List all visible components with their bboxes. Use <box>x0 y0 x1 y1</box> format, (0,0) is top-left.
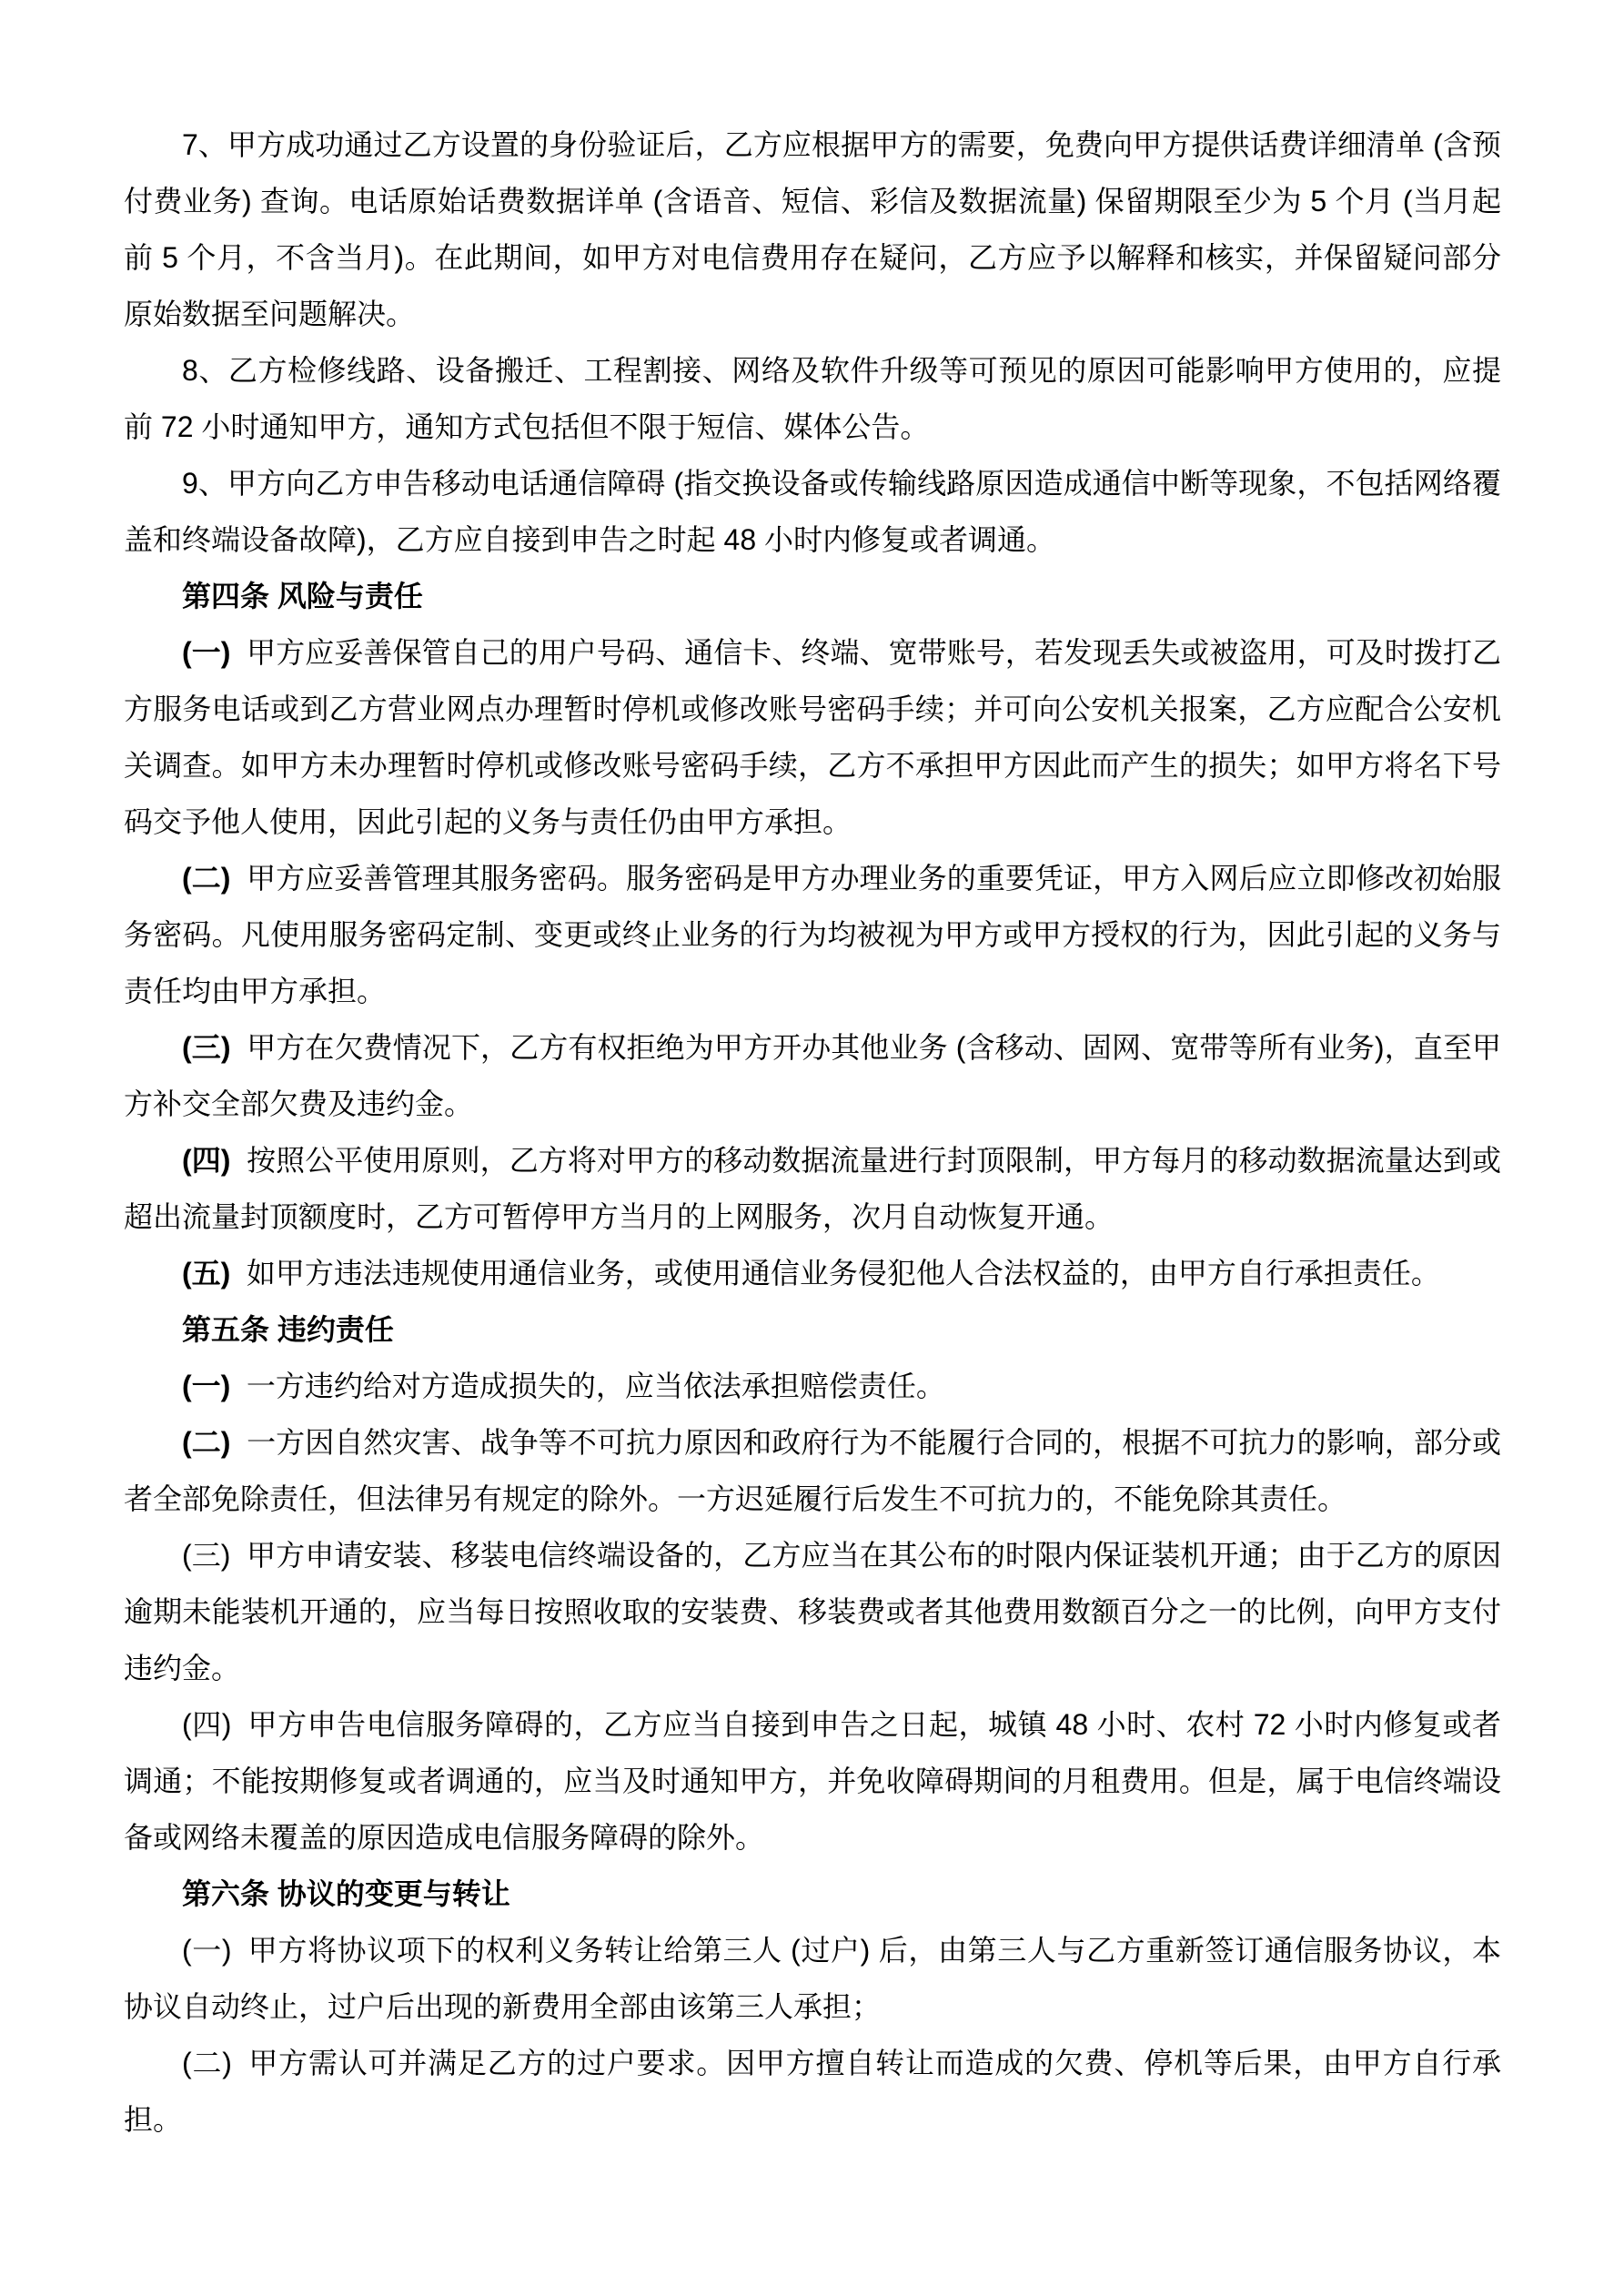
paragraph-text: 甲方将协议项下的权利义务转让给第三人 (过户) 后，由第三人与乙方重新签订通信服务协议，本协议自动终止，过户后出现的新费用全部由该第三人承担； <box>124 1934 1501 2023</box>
list-marker: (三) <box>182 1031 231 1064</box>
paragraph <box>124 1358 1501 1414</box>
paragraph <box>124 850 1501 1019</box>
paragraph <box>124 1245 1501 1301</box>
heading-text: 第六条 协议的变更与转让 <box>182 1877 510 1910</box>
list-marker: (一) <box>182 1934 232 1967</box>
paragraph-text: 一方因自然灾害、战争等不可抗力原因和政府行为不能履行合同的，根据不可抗力的影响，部分或者全部免除责任，但法律另有规定的除外。一方迟延履行后发生不可抗力的，不能免除其责任。 <box>124 1426 1501 1515</box>
paragraph-text: 一方违约给对方造成损失的，应当依法承担赔偿责任。 <box>246 1370 945 1402</box>
paragraph-text: 9、甲方向乙方申告移动电话通信障碍 (指交换设备或传输线路原因造成通信中断等现象，不包括网络覆盖和终端设备故障)，乙方应自接到申告之时起 48 小时内修复或者调通。 <box>124 467 1501 556</box>
paragraph <box>124 1019 1501 1132</box>
paragraph <box>124 2035 1501 2148</box>
paragraph <box>124 1696 1501 1866</box>
paragraph <box>124 116 1501 342</box>
list-marker: (四) <box>182 1708 232 1741</box>
heading-text: 第四条 风险与责任 <box>182 580 423 612</box>
list-marker: (一) <box>182 1370 231 1402</box>
paragraph-text: 如甲方违法违规使用通信业务，或使用通信业务侵犯他人合法权益的，由甲方自行承担责任。 <box>246 1257 1440 1290</box>
document-body <box>124 116 1501 2148</box>
paragraph-text: 甲方应妥善保管自己的用户号码、通信卡、终端、宽带账号，若发现丢失或被盗用，可及时拨打乙方服务电话或到乙方营业网点办理暂时停机或修改账号密码手续；并可向公安机关报案，乙方应配合公安机关调查。如甲方未办理暂时停机或修改账号密码手续，乙方不承担甲方因此而产生的损失；如甲方将名下号码交予他人使用，因此引起的义务与责任仍由甲方承担。 <box>124 636 1501 838</box>
paragraph <box>124 1132 1501 1245</box>
paragraph <box>124 624 1501 850</box>
section-heading <box>124 1866 1501 1922</box>
paragraph-text: 甲方申请安装、移装电信终端设备的，乙方应当在其公布的时限内保证装机开通；由于乙方的原因逾期未能装机开通的，应当每日按照收取的安装费、移装费或者其他费用数额百分之一的比例，向甲方支付违约金。 <box>124 1539 1501 1684</box>
paragraph <box>124 1922 1501 2035</box>
heading-text: 第五条 违约责任 <box>182 1313 394 1346</box>
paragraph-text: 7、甲方成功通过乙方设置的身份验证后，乙方应根据甲方的需要，免费向甲方提供话费详细清单 (含预付费业务) 查询。电话原始话费数据详单 (含语音、短信、彩信及数据流量) 保留期限至少为 5 个月 (当月起前 5 个月，不含当月)。在此期间，如甲方对电信费用存在疑问，乙方应予以解释和核实，并保留疑问部分原始数据至问题解决。 <box>124 128 1501 330</box>
paragraph <box>124 1527 1501 1696</box>
list-marker: (二) <box>182 2047 232 2079</box>
paragraph-text: 甲方应妥善管理其服务密码。服务密码是甲方办理业务的重要凭证，甲方入网后应立即修改初始服务密码。凡使用服务密码定制、变更或终止业务的行为均被视为甲方或甲方授权的行为，因此引起的义务与责任均由甲方承担。 <box>124 862 1501 1007</box>
list-marker: (二) <box>182 862 231 895</box>
paragraph-text: 甲方在欠费情况下，乙方有权拒绝为甲方开办其他业务 (含移动、固网、宽带等所有业务)，直至甲方补交全部欠费及违约金。 <box>124 1031 1501 1120</box>
paragraph-text: 甲方申告电信服务障碍的，乙方应当自接到申告之日起，城镇 48 小时、农村 72 小时内修复或者调通；不能按期修复或者调通的，应当及时通知甲方，并免收障碍期间的月租费用。但是，属于电信终端设备或网络未覆盖的原因造成电信服务障碍的除外。 <box>124 1708 1501 1854</box>
paragraph-text: 按照公平使用原则，乙方将对甲方的移动数据流量进行封顶限制，甲方每月的移动数据流量达到或超出流量封顶额度时，乙方可暂停甲方当月的上网服务，次月自动恢复开通。 <box>124 1144 1501 1233</box>
paragraph <box>124 342 1501 455</box>
paragraph-text: 8、乙方检修线路、设备搬迁、工程割接、网络及软件升级等可预见的原因可能影响甲方使用的，应提前 72 小时通知甲方，通知方式包括但不限于短信、媒体公告。 <box>124 354 1501 443</box>
list-marker: (三) <box>182 1539 231 1572</box>
paragraph-text: 甲方需认可并满足乙方的过户要求。因甲方擅自转让而造成的欠费、停机等后果，由甲方自行承担。 <box>124 2047 1501 2136</box>
list-marker: (五) <box>182 1257 231 1290</box>
section-heading <box>124 568 1501 624</box>
paragraph <box>124 1414 1501 1527</box>
section-heading <box>124 1301 1501 1358</box>
list-marker: (一) <box>182 636 231 669</box>
list-marker: (二) <box>182 1426 231 1459</box>
paragraph <box>124 455 1501 568</box>
list-marker: (四) <box>182 1144 231 1177</box>
